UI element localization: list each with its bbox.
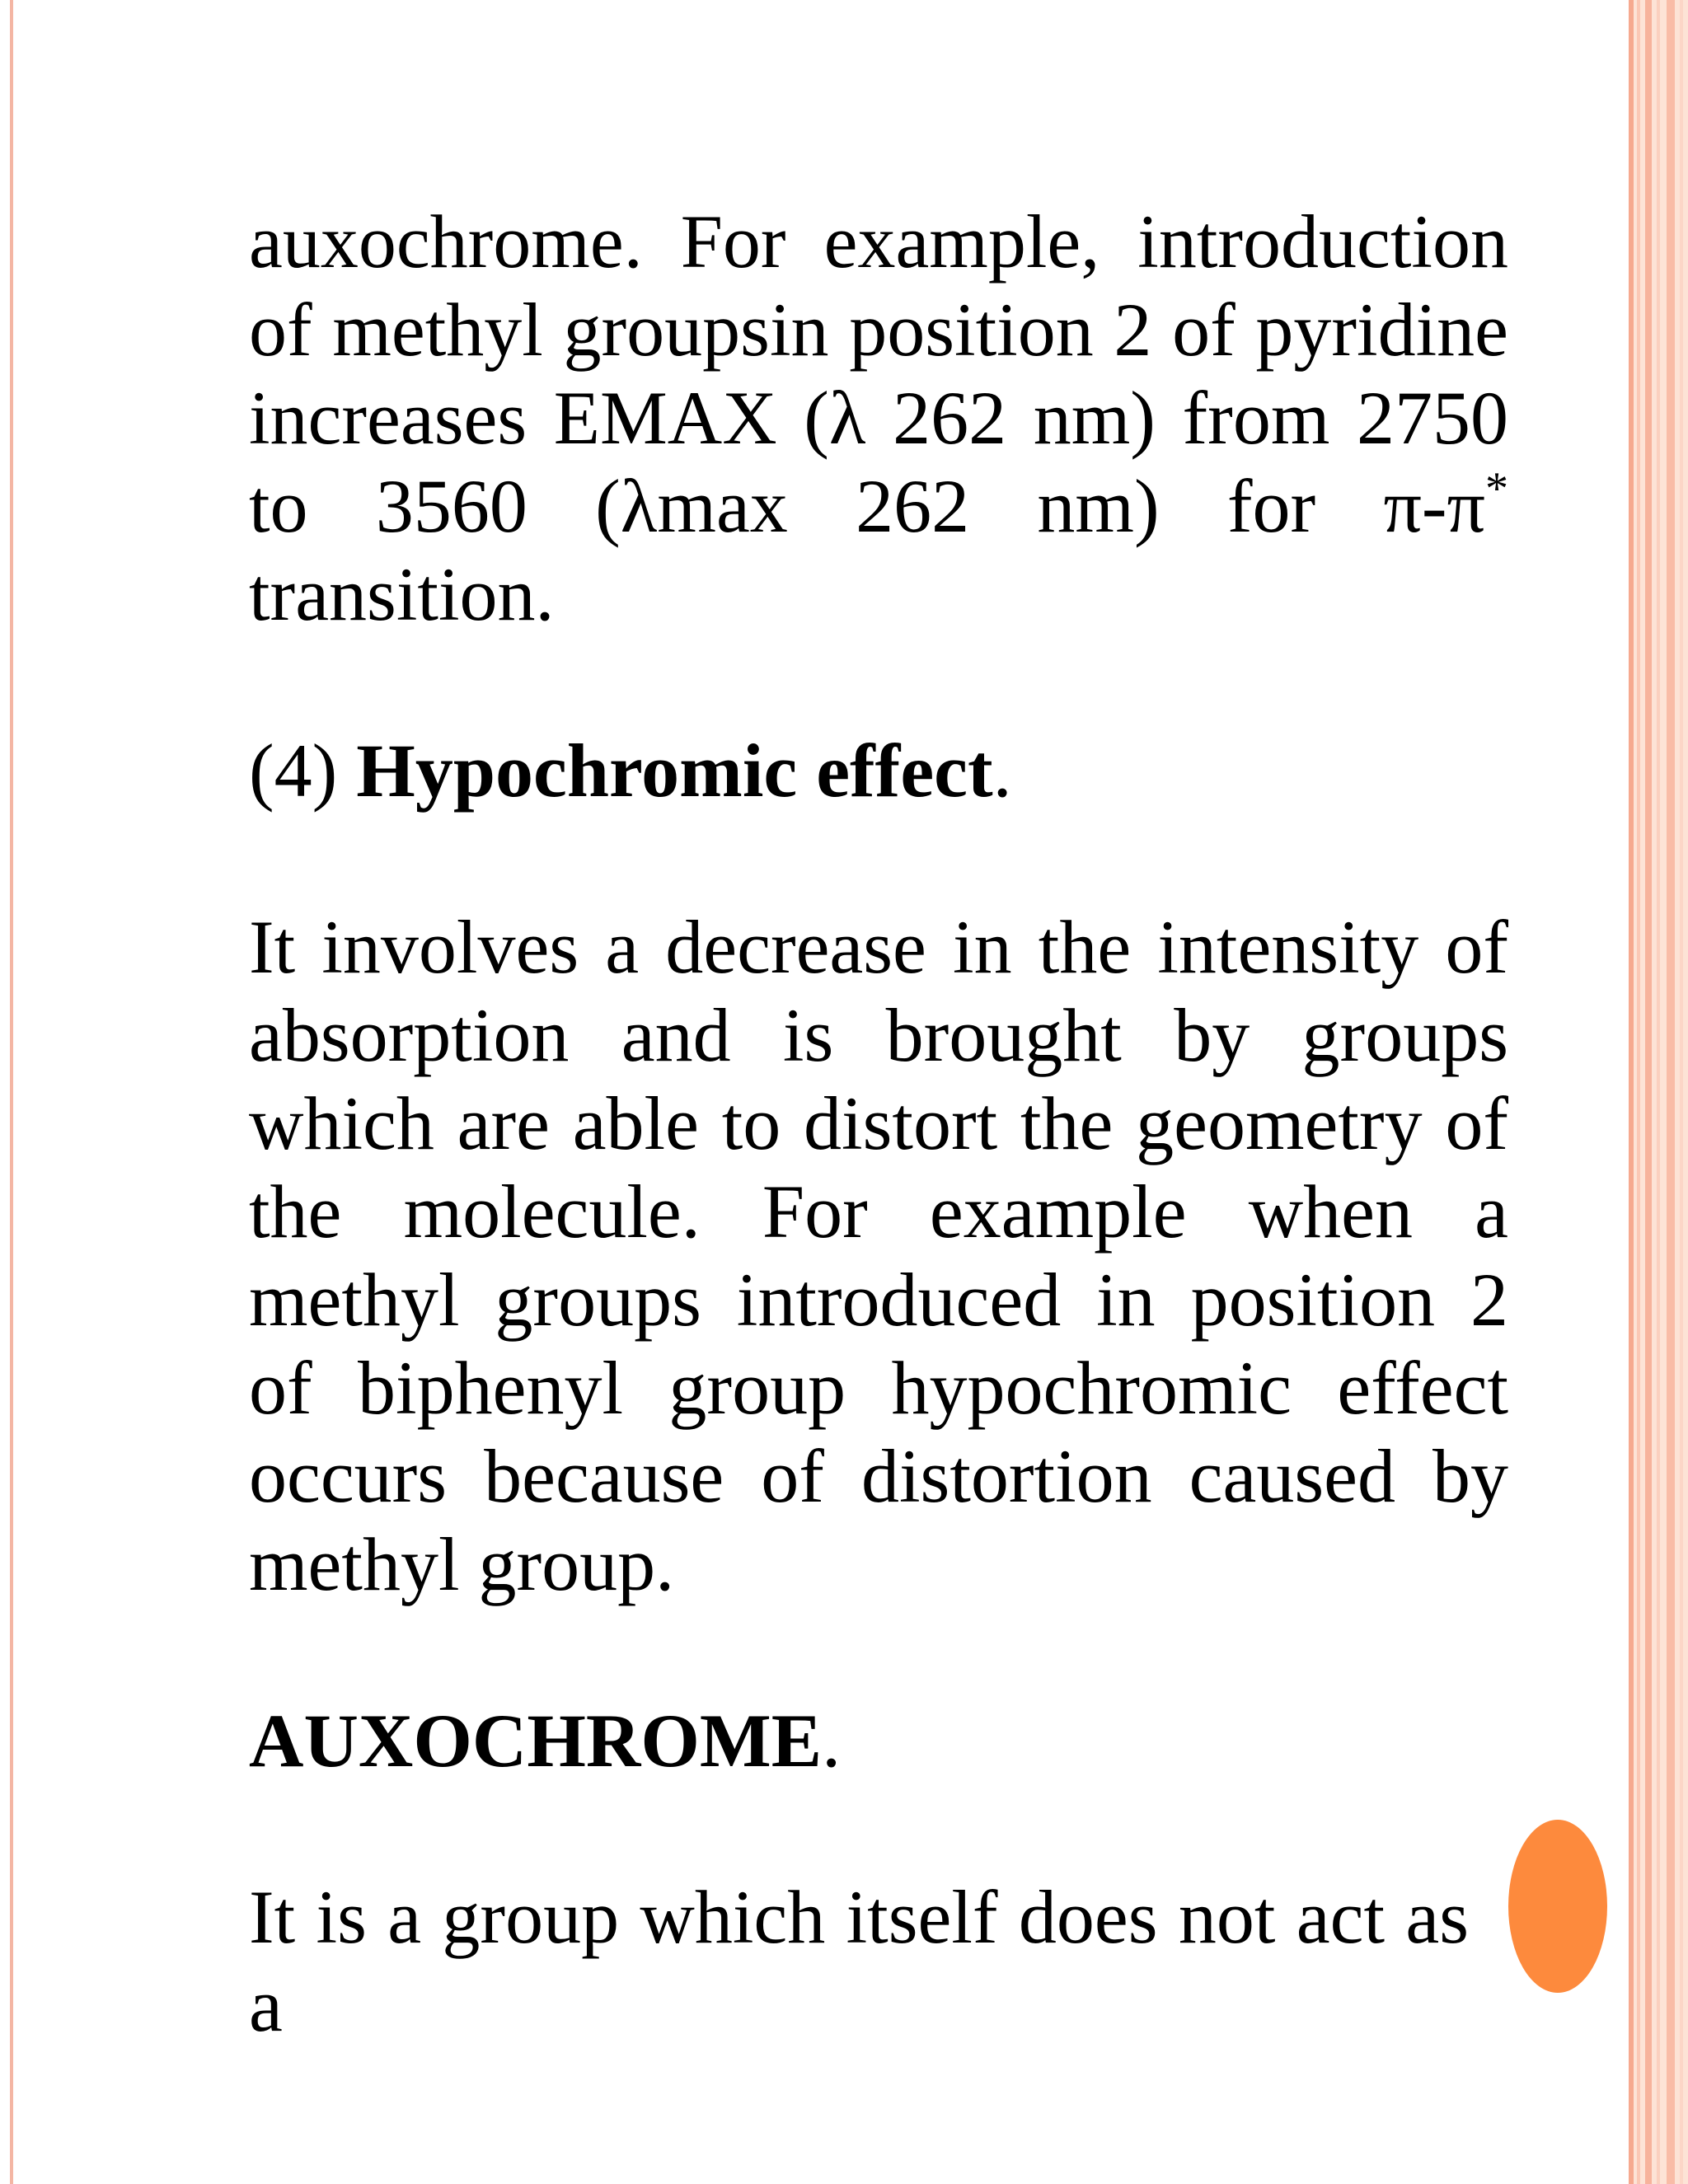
paragraph-hypochromic-description: It involves a decrease in the intensity of absorption and is brought by groups which are able to distort the geometry of the molecule. For example when a methyl groups introduced in position 2 of biphenyl group hypochromic effect occurs because of distortion caused by methyl group. (249, 905, 1508, 1606)
slide-content (249, 198, 1508, 2050)
heading-title: Hypochromic effect (356, 729, 993, 813)
orange-oval-decoration (1508, 1820, 1607, 1993)
heading-number: (4) (249, 729, 357, 813)
border-stripe (1680, 0, 1683, 2184)
right-border-decoration (1629, 0, 1688, 2184)
heading-hypochromic-effect (249, 727, 1508, 815)
spacer (249, 1609, 1508, 1697)
border-stripe (1657, 0, 1660, 2184)
paragraph-auxochrome-definition: It is a group which itself does not act as a (249, 1875, 1469, 2047)
pi-star-superscript: * (1485, 463, 1508, 514)
left-border-decoration (0, 0, 13, 2184)
heading-title: AUXOCHROME (249, 1699, 823, 1783)
spacer (249, 815, 1508, 903)
heading-period: . (822, 1699, 842, 1783)
paragraph1-text: auxochrome. For example, introduction of methyl groupsin position 2 of pyridine increases EMAX (λ 262 nm) from 2750 to 3560 (λmax 262 nm) for π-π (249, 199, 1508, 548)
paragraph-auxochrome-example (249, 198, 1508, 639)
spacer (249, 639, 1508, 727)
paragraph1-text-end: transition. (249, 552, 555, 636)
border-stripe (1667, 0, 1675, 2184)
border-stripe (1629, 0, 1634, 2184)
border-stripe (1645, 0, 1652, 2184)
border-stripe (1637, 0, 1640, 2184)
heading-period: . (992, 729, 1012, 813)
spacer (249, 1785, 1508, 1873)
heading-auxochrome (249, 1697, 1508, 1785)
